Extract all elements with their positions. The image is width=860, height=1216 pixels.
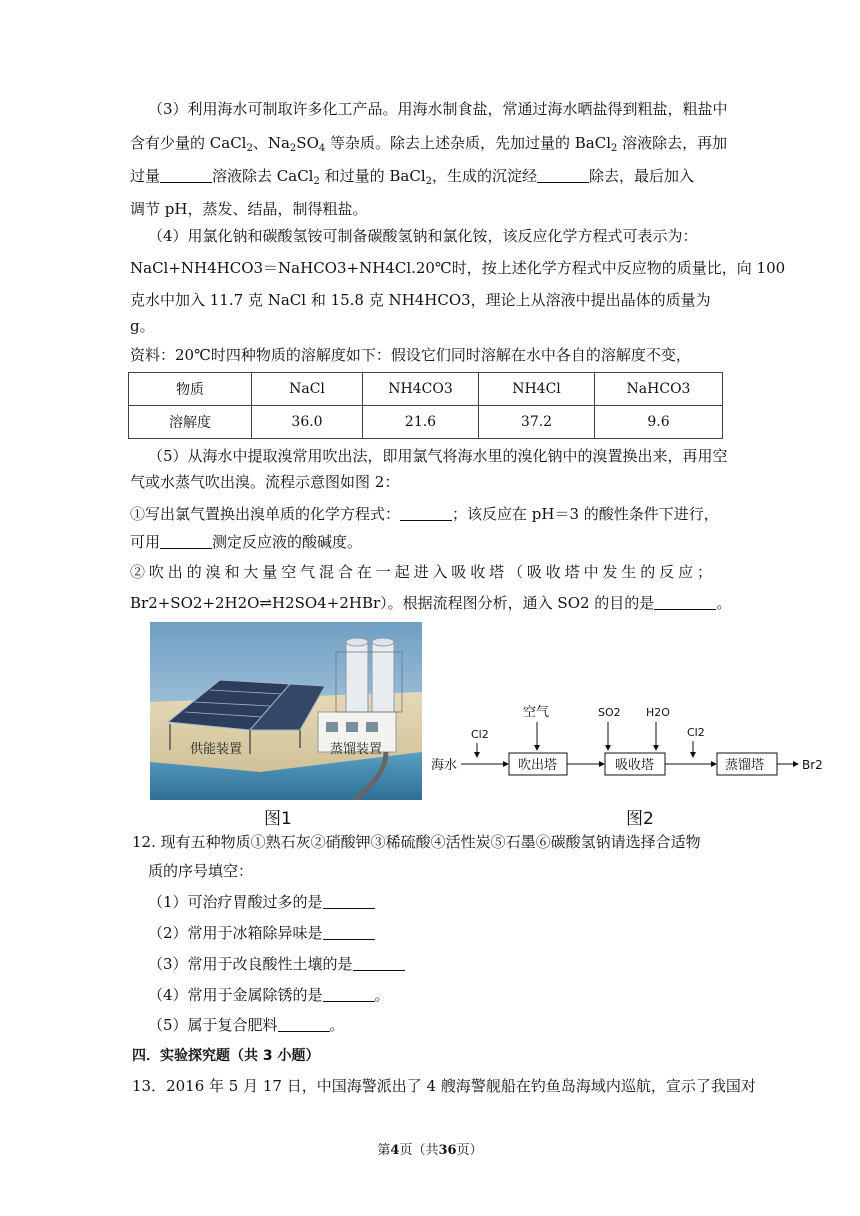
q13-line1: 13．2016 年 5 月 17 日，中国海警派出了 4 艘海警舰船在钓鱼岛海域内巡航，宣示了我国对 [132, 1077, 756, 1095]
flow-label-cl2: Cl2 [471, 728, 489, 741]
p5-line3: ①写出氯气置换出溴单质的化学方程式： ；该反应在 pH＝3 的酸性条件下进行， [130, 505, 719, 523]
tower-distill-label: 蒸馏塔 [725, 758, 765, 773]
p4-note: 资料：20℃时四种物质的溶解度如下：假设它们同时溶解在水中各自的溶解度不变， [130, 346, 691, 364]
p3-line2: 含有少量的 CaCl$_2$、$Na_2SO_4$ 等杂质。除去上述杂质，先加过量的 BaCl$_2$ 溶液除去，再加 [130, 134, 728, 154]
p5-line2: 气或水蒸气吹出溴。流程示意图如图 2： [130, 473, 400, 491]
label-energy-device: 供能装置 [190, 742, 243, 757]
total-pages: 36 [438, 1143, 457, 1158]
answer-blank[interactable] [400, 506, 452, 521]
answer-blank[interactable] [323, 925, 375, 940]
table-cell: 37.2 [479, 406, 595, 439]
figure2-flow-diagram [425, 696, 835, 806]
p4-line1: （4）用氯化钠和碳酸氢铵可制备碳酸氢钠和氯化铵，该反应化学方程式可表示为： [148, 227, 698, 245]
tower-absorb-label: 吸收塔 [615, 758, 655, 773]
q12-item-5: （5）属于复合肥料 。 [148, 1016, 345, 1034]
table-cell: NaCl [252, 373, 363, 406]
flow-label-air: 空气 [523, 705, 550, 720]
p5-line4: 可用 测定反应液的酸碱度。 [130, 533, 363, 551]
p5-line5: ②吹出的溴和大量空气混合在一起进入吸收塔（吸收塔中发生的反应； [130, 563, 712, 581]
p3-line4: 调节 pH，蒸发、结晶，制得粗盐。 [130, 200, 368, 218]
p3-line1: （3）利用海水可制取许多化工产品。用海水制食盐，常通过海水晒盐得到粗盐，粗盐中 [148, 100, 728, 118]
table-cell: NaHCO3 [595, 373, 723, 406]
q12-item-2: （2）常用于冰箱除异味是 [148, 923, 375, 943]
p4-line3: 克水中加入 11.7 克 NaCl 和 15.8 克 NH4HCO3，理论上从溶液中提出晶体的质量为 [130, 291, 711, 309]
answer-blank[interactable] [353, 956, 405, 971]
answer-blank[interactable] [537, 168, 589, 183]
tower-blowout-label: 吹出塔 [518, 758, 558, 773]
table-row [129, 406, 723, 439]
p5-line6: Br2+SO2+2H2O⇌H2SO4+2HBr）。根据流程图分析，通入 SO2 的目的是 。 [130, 594, 732, 612]
flow-label-so2: SO2 [598, 706, 621, 719]
page-footer: 第4页（共36页） [377, 1143, 483, 1158]
p4-line2: NaCl+NH4HCO3＝NaHCO3+NH4Cl.20℃时，按上述化学方程式中反应物的质量比，向 100 [130, 259, 786, 277]
answer-blank[interactable] [654, 595, 716, 610]
solar-distillation-illustration [150, 622, 422, 800]
flow-output-br2: Br2 [802, 758, 823, 772]
flow-label-cl2-second: Cl2 [687, 726, 705, 739]
q12-item-3: （3）常用于改良酸性土壤的是 [148, 954, 405, 974]
q12-intro-line2: 质的序号填空： [148, 862, 254, 880]
p4-line4: g。 [130, 317, 155, 335]
answer-blank[interactable] [323, 894, 375, 909]
flow-label-h2o: H2O [646, 706, 670, 719]
flow-input-seawater: 海水 [431, 758, 458, 773]
table-cell: 溶解度 [129, 406, 252, 439]
q12-intro-line1: 12. 现有五种物质①熟石灰②硝酸钾③稀硫酸④活性炭⑤石墨⑥碳酸氢钠请选择合适物 [132, 833, 701, 851]
figure1-caption: 图1 [264, 809, 292, 829]
p3-line3: 过量 溶液除去 CaCl$_2$ 和过量的 BaCl$_2$，生成的沉淀经 除去，最后加入 [130, 167, 695, 187]
p5-line1: （5）从海水中提取溴常用吹出法，即用氯气将海水里的溴化钠中的溴置换出来，再用空 [148, 447, 728, 465]
solubility-table [128, 372, 723, 439]
q12-item-1: （1）可治疗胃酸过多的是 [148, 892, 375, 912]
section-heading: 四．实验探究题（共 3 小题） [132, 1048, 320, 1064]
table-cell: 21.6 [363, 406, 479, 439]
table-cell: 9.6 [595, 406, 723, 439]
answer-blank[interactable] [278, 1017, 330, 1032]
answer-blank[interactable] [160, 168, 212, 183]
table-header-row [129, 373, 723, 406]
table-cell: 36.0 [252, 406, 363, 439]
figure1-photo [150, 622, 422, 800]
label-distill-device: 蒸馏装置 [330, 742, 383, 757]
answer-blank[interactable] [160, 534, 212, 549]
table-cell: 物质 [129, 373, 252, 406]
q12-item-4: （4）常用于金属除锈的是 。 [148, 986, 390, 1004]
page-number: 4 [390, 1143, 400, 1158]
answer-blank[interactable] [323, 987, 375, 1002]
table-cell: NH4CO3 [363, 373, 479, 406]
figure2-caption: 图2 [626, 809, 654, 829]
table-cell: NH4Cl [479, 373, 595, 406]
